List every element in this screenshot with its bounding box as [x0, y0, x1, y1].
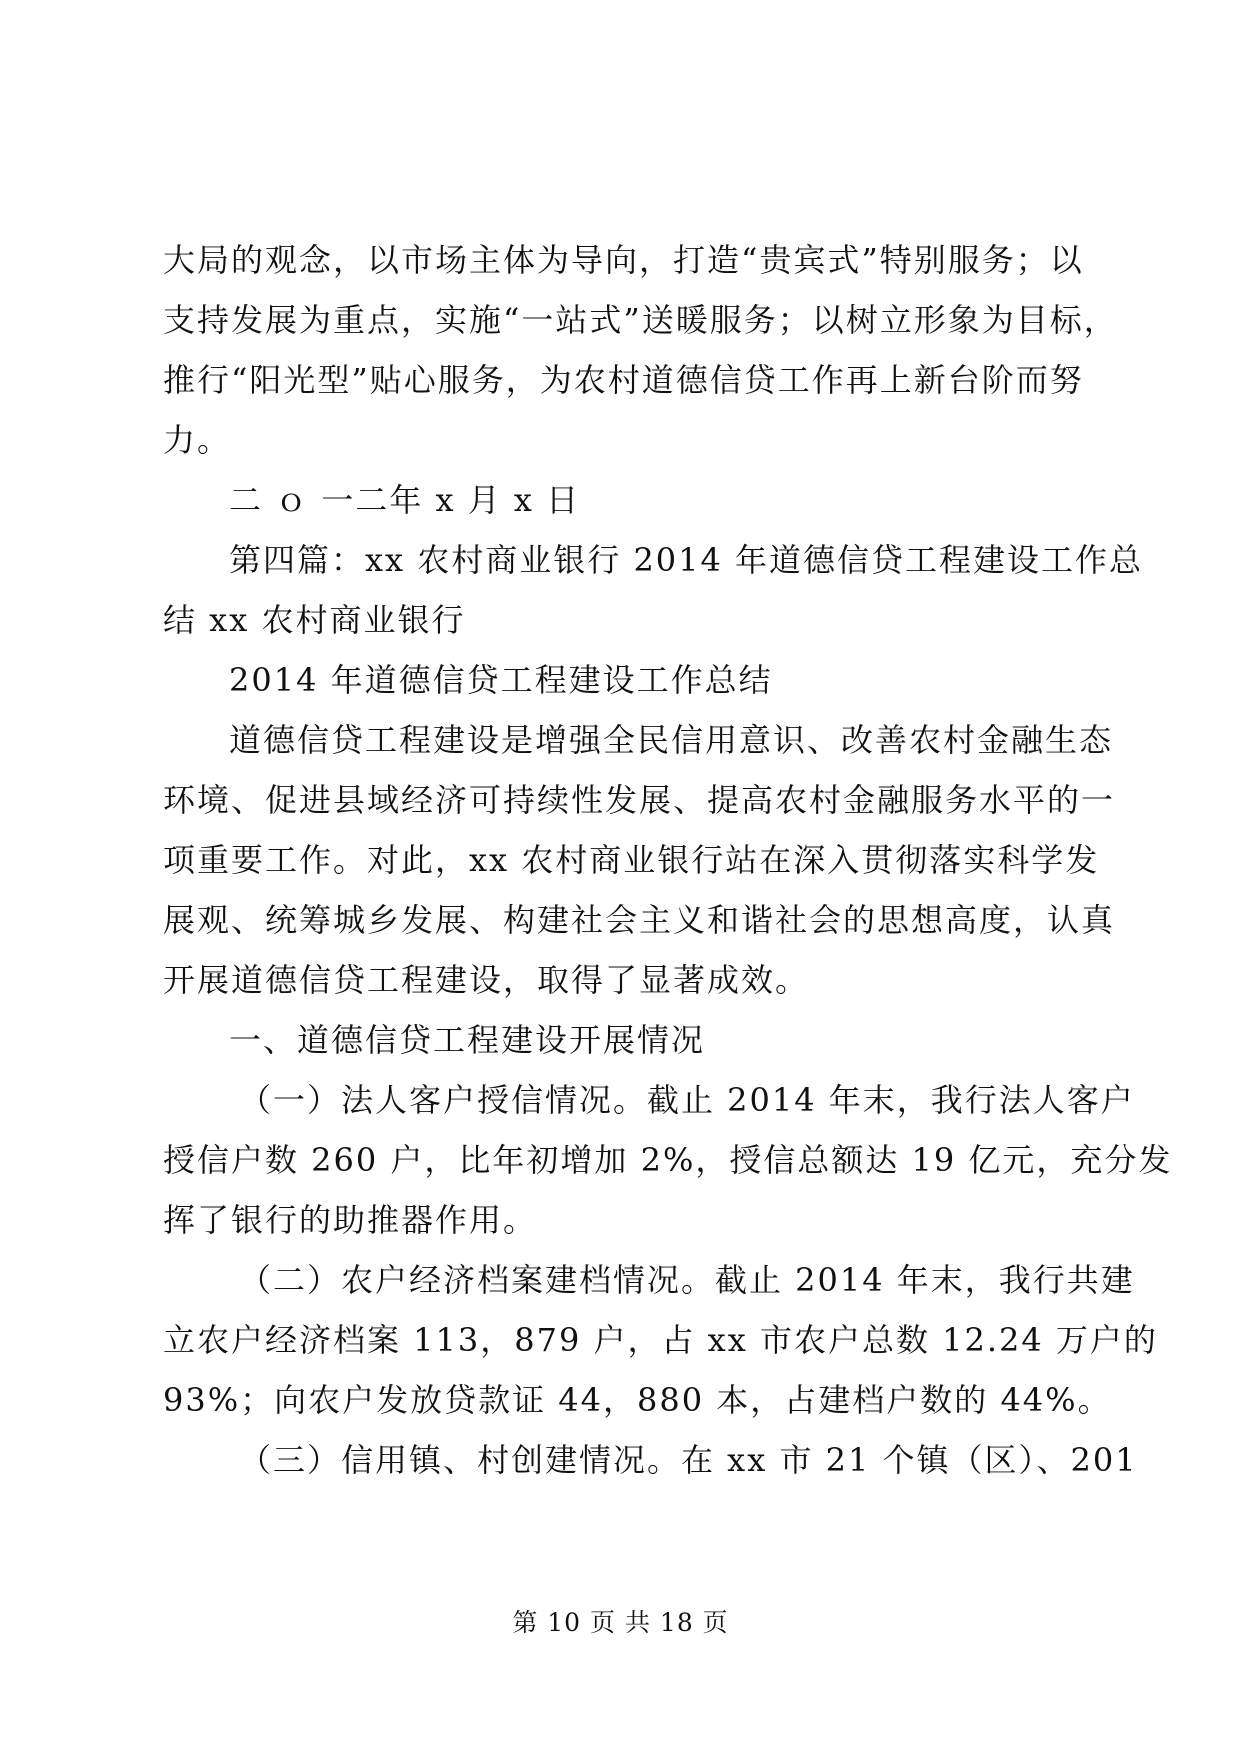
text-line: 展观、统筹城乡发展、构建社会主义和谐社会的思想高度，认真: [163, 901, 1116, 939]
text-line: 立农户经济档案 113，879 户，占 xx 市农户总数 12.24 万户的: [163, 1321, 1158, 1359]
text-line: 大局的观念，以市场主体为导向，打造“贵宾式”特别服务；以: [163, 241, 1084, 279]
text-line: 开展道德信贷工程建设，取得了显著成效。: [163, 961, 810, 999]
text-line: （三）信用镇、村创建情况。在 xx 市 21 个镇（区）、201: [239, 1441, 1138, 1479]
text-line: 环境、促进县域经济可持续性发展、提高农村金融服务水平的一: [163, 781, 1116, 819]
text-line: 授信户数 260 户，比年初增加 2%，授信总额达 19 亿元，充分发: [163, 1141, 1173, 1179]
text-line: 支持发展为重点，实施“一站式”送暖服务；以树立形象为目标，: [163, 301, 1118, 339]
section-heading-continued: 结 xx 农村商业银行: [163, 601, 466, 639]
page-number-footer: 第 10 页 共 18 页: [512, 1608, 729, 1637]
subsection-heading: 一、道德信贷工程建设开展情况: [229, 1021, 706, 1059]
text-line: 93%；向农户发放贷款证 44，880 本，占建档户数的 44%。: [163, 1381, 1112, 1419]
text-line: 挥了银行的助推器作用。: [163, 1201, 538, 1239]
text-line: 推行“阳光型”贴心服务，为农村道德信贷工作再上新台阶而努: [163, 361, 1084, 399]
document-body: [163, 230, 1173, 1490]
text-line: 道德信贷工程建设是增强全民信用意识、改善农村金融生态: [229, 721, 1114, 759]
document-title: 2014 年道德信贷工程建设工作总结: [229, 661, 773, 699]
text-line: 力。: [163, 421, 232, 459]
text-line: 项重要工作。对此，xx 农村商业银行站在深入贯彻落实科学发: [163, 841, 1100, 879]
text-line: （二）农户经济档案建档情况。截止 2014 年末，我行共建: [239, 1261, 1135, 1299]
text-line: （一）法人客户授信情况。截止 2014 年末，我行法人客户: [239, 1081, 1135, 1119]
date-line: 二 ｏ 一二年 x 月 x 日: [229, 481, 581, 519]
section-heading: 第四篇：xx 农村商业银行 2014 年道德信贷工程建设工作总: [229, 541, 1144, 579]
